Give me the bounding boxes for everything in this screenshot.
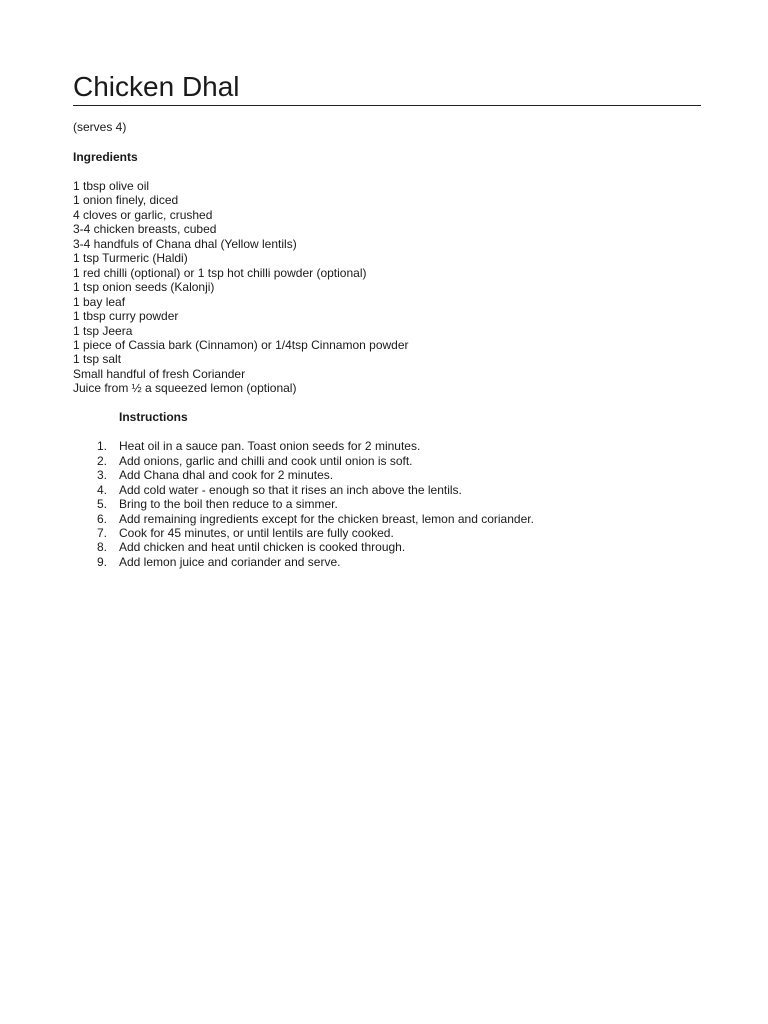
ingredients-heading: Ingredients <box>73 149 138 164</box>
step-number: 3. <box>96 468 107 483</box>
step-text: Cook for 45 minutes, or until lentils are fully cooked. <box>119 526 394 541</box>
ingredient-item: 1 tsp salt <box>73 352 122 367</box>
step-number: 6. <box>96 511 107 526</box>
step-text: Add lemon juice and coriander and serve. <box>119 554 341 569</box>
instruction-step <box>73 512 701 526</box>
step-text: Add remaining ingredients except for the chicken breast, lemon and coriander. <box>119 511 534 526</box>
step-text: Bring to the boil then reduce to a simmer. <box>119 497 338 512</box>
title-divider <box>73 105 701 106</box>
ingredient-item: 3-4 handfuls of Chana dhal (Yellow lentils) <box>73 236 297 251</box>
instruction-step <box>73 454 701 468</box>
step-number: 4. <box>96 482 107 497</box>
ingredient-item: 1 tbsp curry powder <box>73 309 179 324</box>
serving-size: (serves 4) <box>73 120 127 134</box>
ingredient-item: 1 tsp Turmeric (Haldi) <box>73 251 188 266</box>
instruction-step <box>73 540 701 554</box>
step-text: Heat oil in a sauce pan. Toast onion seeds for 2 minutes. <box>119 439 421 454</box>
ingredient-item: 1 bay leaf <box>73 294 126 309</box>
step-number: 2. <box>96 453 107 468</box>
ingredients-list <box>73 179 701 396</box>
ingredient-item: Small handful of fresh Coriander <box>73 366 246 381</box>
instruction-step <box>73 555 701 569</box>
ingredient-item: Juice from ½ a squeezed lemon (optional) <box>73 381 297 396</box>
step-text: Add chicken and heat until chicken is cooked through. <box>119 540 406 555</box>
step-number: 8. <box>96 540 107 555</box>
ingredient-item: 1 red chilli (optional) or 1 tsp hot chilli powder (optional) <box>73 265 367 280</box>
ingredient-item: 1 tsp onion seeds (Kalonji) <box>73 280 215 295</box>
step-text: Add onions, garlic and chilli and cook until onion is soft. <box>119 453 413 468</box>
recipe-page <box>73 70 701 569</box>
step-number: 7. <box>96 526 107 541</box>
ingredient-item: 1 onion finely, diced <box>73 193 179 208</box>
step-number: 1. <box>96 439 107 454</box>
recipe-title: Chicken Dhal <box>73 71 240 102</box>
ingredient-item: 4 cloves or garlic, crushed <box>73 207 213 222</box>
instruction-step <box>73 526 701 540</box>
instructions-heading: Instructions <box>119 409 188 424</box>
ingredient-item: 1 tbsp olive oil <box>73 179 150 193</box>
step-number: 9. <box>96 554 107 569</box>
instruction-step <box>73 497 701 511</box>
step-number: 5. <box>96 497 107 512</box>
instruction-step <box>73 483 701 497</box>
step-text: Add Chana dhal and cook for 2 minutes. <box>119 468 334 483</box>
ingredient-item: 3-4 chicken breasts, cubed <box>73 222 217 237</box>
step-text: Add cold water - enough so that it rises an inch above the lentils. <box>119 482 462 497</box>
instructions-list <box>73 439 701 569</box>
ingredient-item: 1 piece of Cassia bark (Cinnamon) or 1/4tsp Cinnamon powder <box>73 337 409 352</box>
instruction-step <box>73 439 701 453</box>
instruction-step <box>73 468 701 482</box>
ingredient-item: 1 tsp Jeera <box>73 323 133 338</box>
